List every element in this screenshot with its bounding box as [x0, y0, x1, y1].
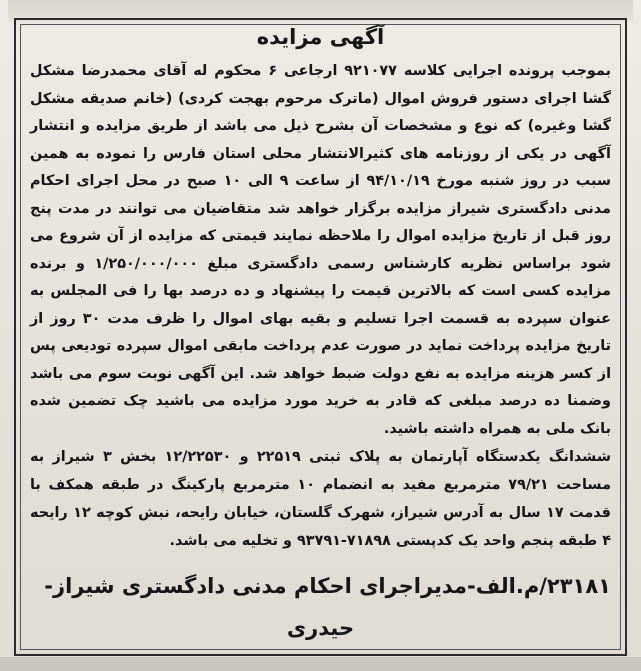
issuer-signature: ۲۳۱۸۱/م.الف-مدیراجرای احکام مدنی دادگستری شیراز- — [44, 574, 611, 598]
property-description: ششدانگ یکدستگاه آپارتمان به پلاک ثبتی ۲۲۵۱۹ و ۱۲/۲۲۵۳۰ بخش ۳ شیراز به مساحت ۷۹/۲۱ مترمربع مفید به انضمام ۱۰ مترمربع پارکینگ در طبقه همکف با قدمت ۱۷ سال به آدرس شیراز، شهرک گلستان، خیابان رایحه، نبش کوچه ۱۲ رایحه ۴ طبقه پنجم واحد یک کدپستی ۷۱۸۹۸-۹۳۷۹۱ و تخلیه می باشد. — [30, 449, 611, 549]
page-bottom-strip — [0, 657, 641, 671]
auction-notice — [26, 22, 615, 652]
issuer-name: حیدری — [286, 616, 355, 640]
notice-body: بموجب پرونده اجرایی کلاسه ۹۲۱۰۷۷ ارجاعی ۶ محکوم له آقای محمدرضا مشکل گشا اجرای دستور فروش اموال (ماترک مرحوم بهجت کردی) (خانم صدیقه مشکل گشا وغیره) که نوع و مشخصات آن بشرح ذیل می باشد از طریق مزایده و انتشار آگهی در یکی از روزنامه های کثیرالانتشار محلی استان فارس را نموده به همین سبب در روز شنبه مورخ ۹۴/۱۰/۱۹ از ساعت ۹ الی ۱۰ صبح در محل اجرای احکام مدنی دادگستری شیراز مزایده برگزار خواهد شد متقاضیان می توانند در مدت پنج روز قبل از تاریخ مزایده اموال را ملاحظه نمایند قیمتی که مزایده از آن شروع می شود براساس نظریه کارشناس رسمی دادگستری مبلغ ۱/۲۵۰/۰۰۰/۰۰۰ و برنده مزایده کسی است که بالاترین قیمت را پیشنهاد و ده درصد بها را فی المجلس به عنوان سپرده به قسمت اجرا تسلیم و بقیه بهای اموال را ظرف مدت ۳۰ روز از تاریخ مزایده پرداخت نماید در صورت عدم پرداخت مابقی اموال سپرده تودیعی پس از کسر هزینه مزایده به نفع دولت ضبط خواهد شد. این آگهی نوبت سوم می باشد وضمنا ده درصد مبلغی که قادر به خرید مورد مزایده می باشید چک تضمین شده بانک ملی به همراه داشته باشید. — [30, 63, 612, 437]
notice-title: آگهی مزایده — [256, 25, 385, 49]
